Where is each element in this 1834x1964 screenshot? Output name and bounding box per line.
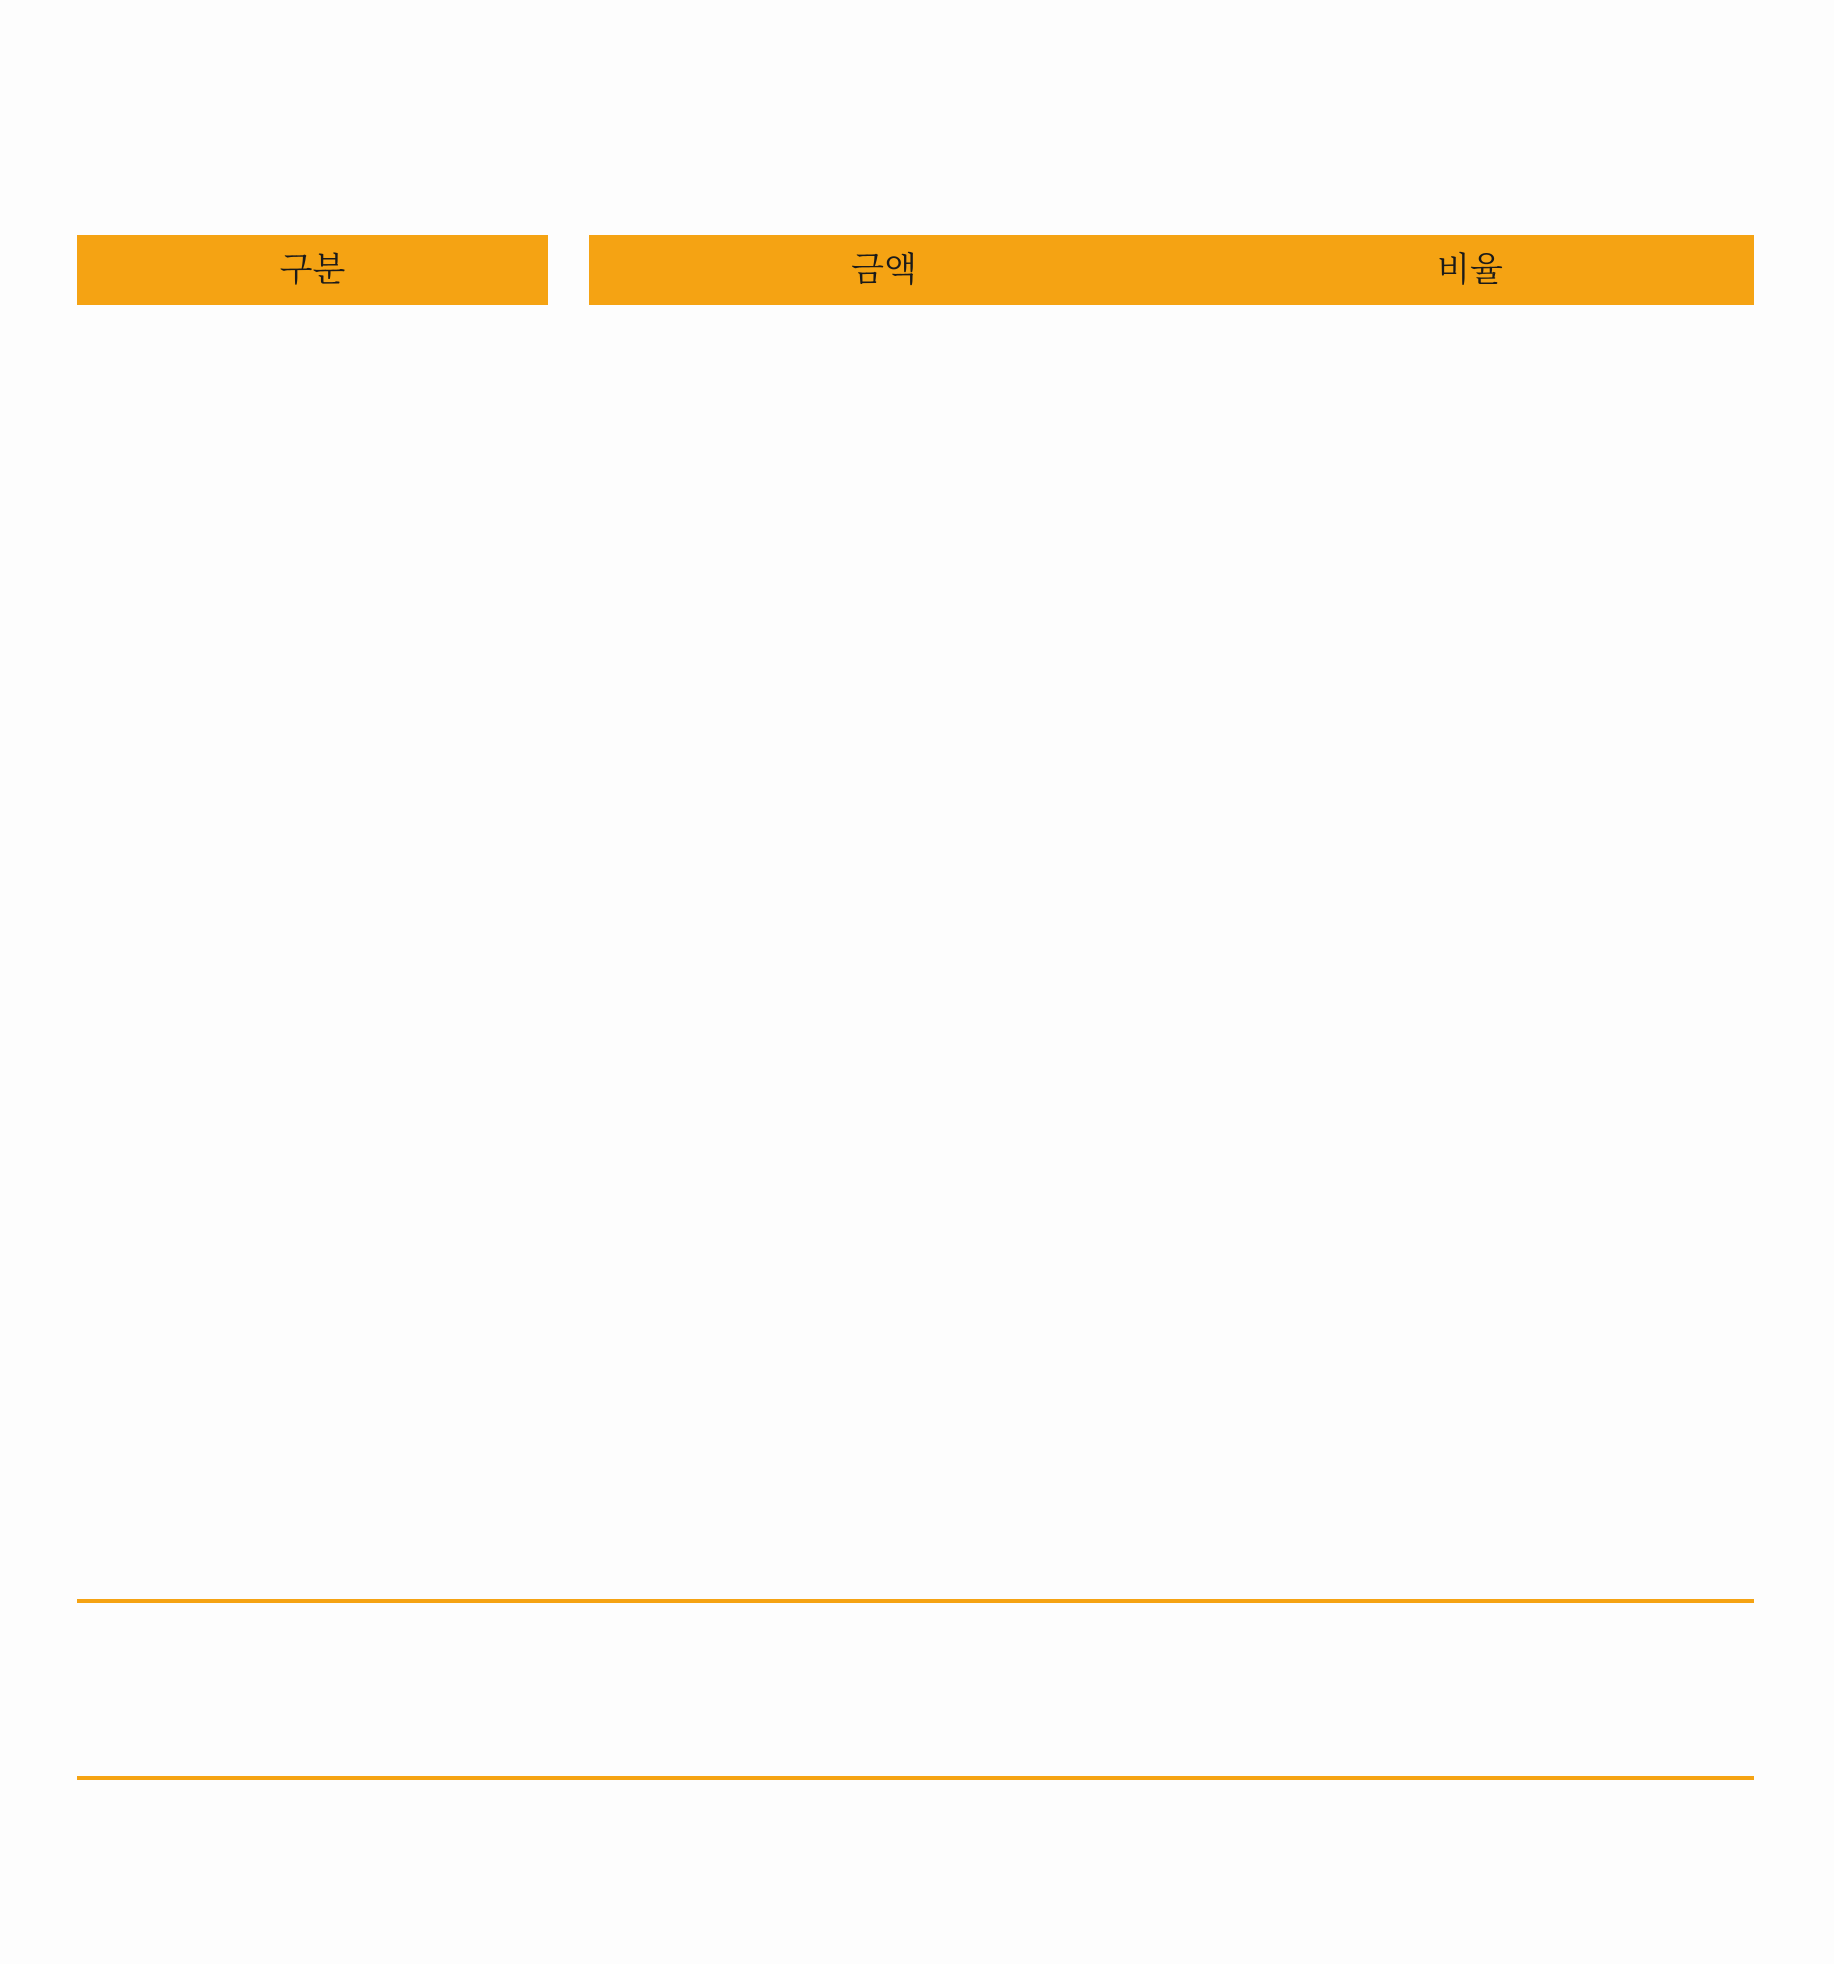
- table-divider-bottom: [77, 1776, 1754, 1780]
- header-category: [77, 235, 548, 305]
- header-amount-ratio: [589, 235, 1754, 305]
- header-amount-label: 금액: [851, 250, 917, 290]
- header-category-label: 구분: [279, 250, 346, 290]
- table-divider-top: [77, 1599, 1754, 1603]
- header-ratio-label: 비율: [1437, 250, 1503, 290]
